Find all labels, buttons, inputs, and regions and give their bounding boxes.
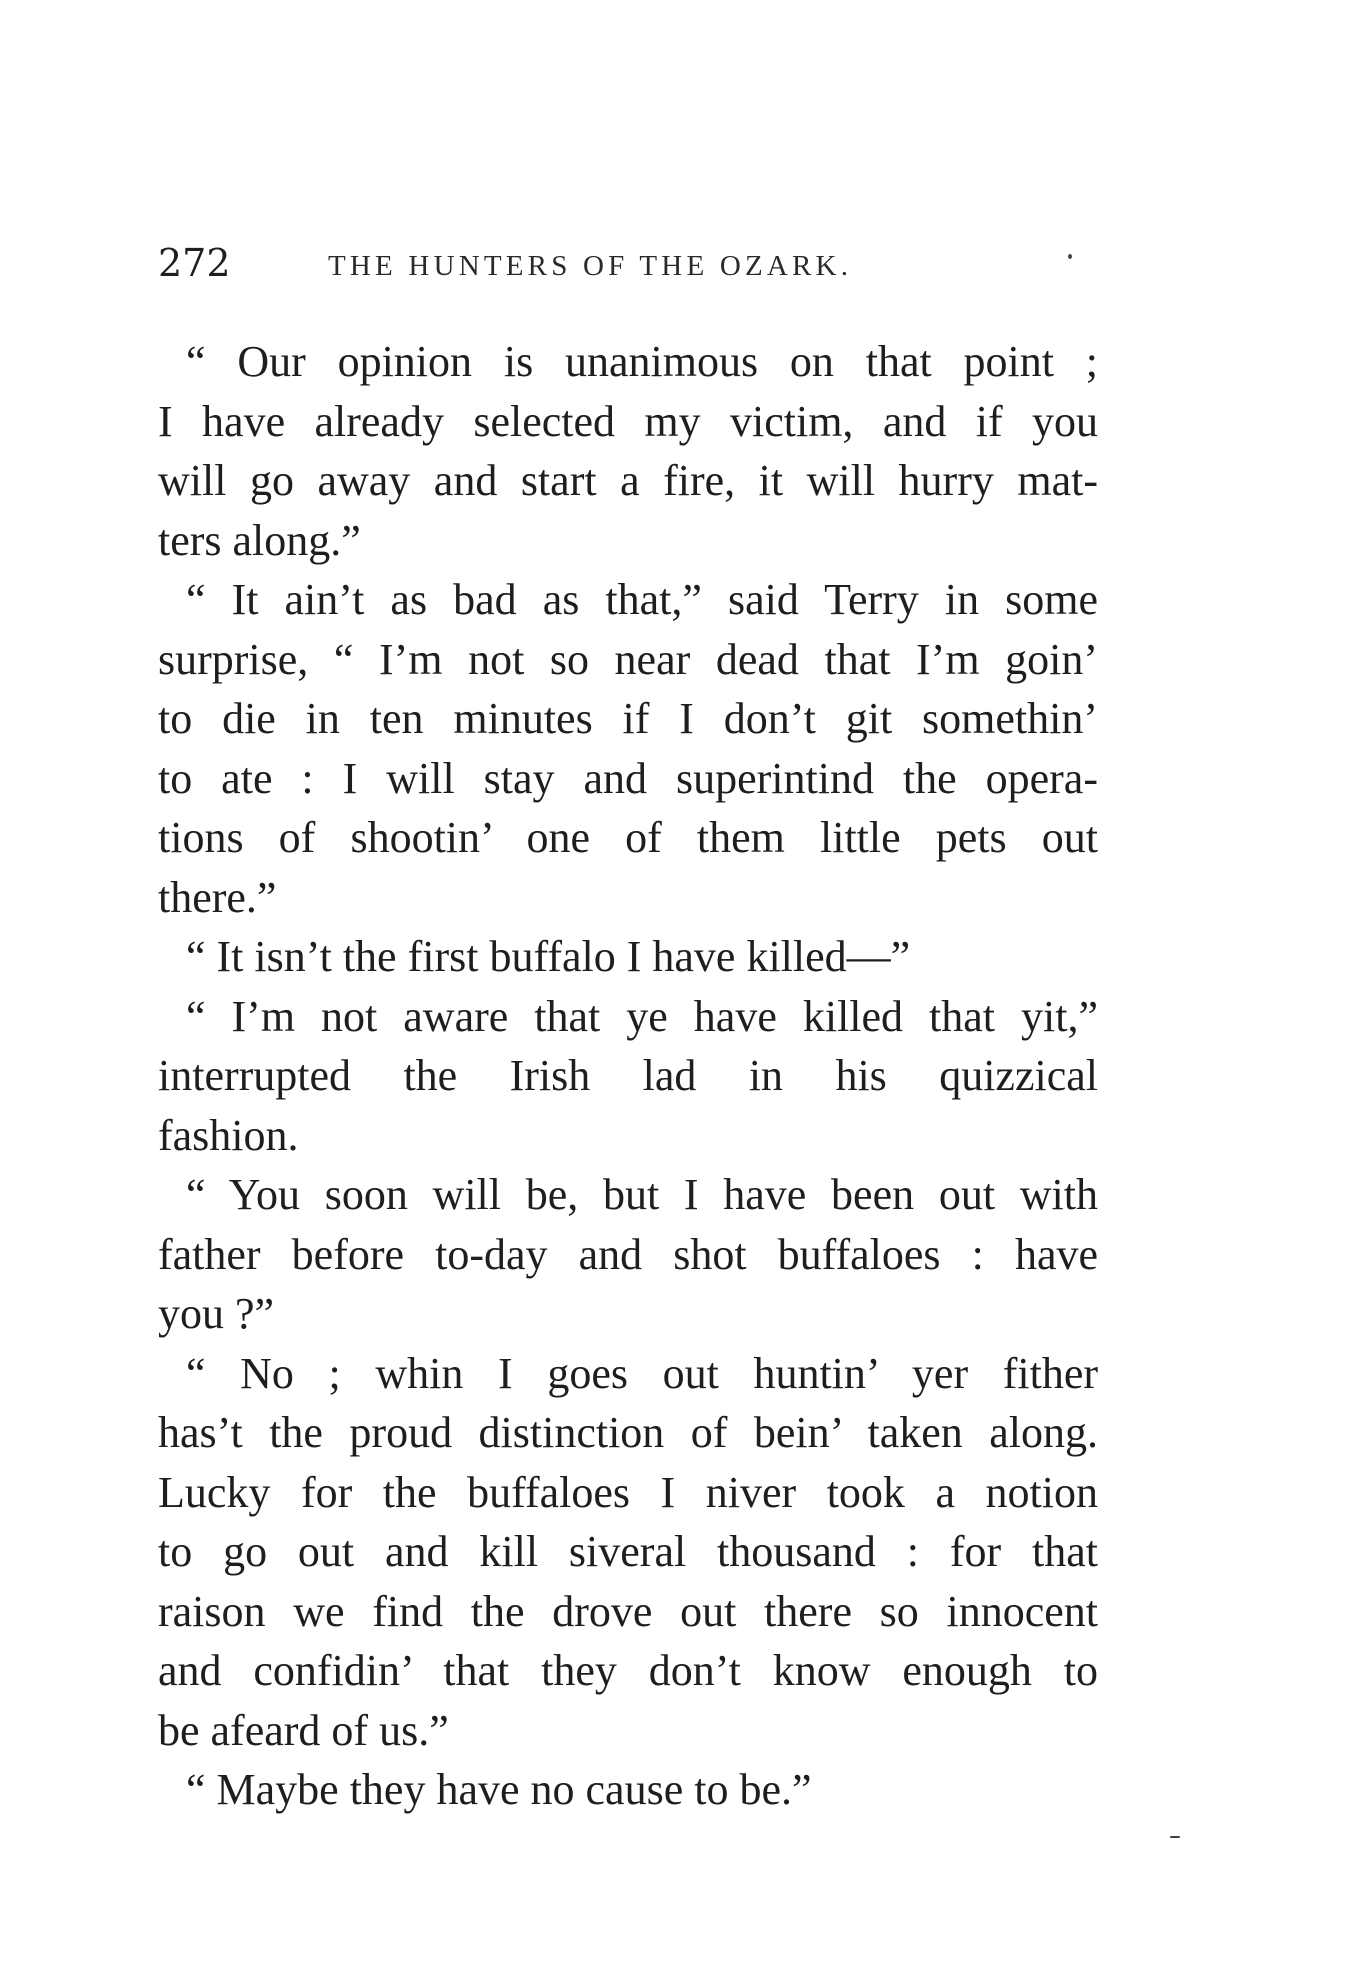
paragraph <box>158 1760 1098 1820</box>
text-line: “ You soon will be, but I have been out with <box>186 1170 1098 1219</box>
text-line: and confidin’ that they don’t know enough to <box>158 1646 1098 1695</box>
text-line: “ It ain’t as bad as that,” said Terry in some <box>186 575 1098 624</box>
paragraph <box>158 570 1098 927</box>
body-text <box>158 332 1098 1820</box>
text-line: interrupted the Irish lad in his quizzical <box>158 1051 1098 1100</box>
text-line: “ Maybe they have no cause to be.” <box>186 1765 812 1814</box>
running-title: THE HUNTERS OF THE OZARK. <box>328 250 853 282</box>
paragraph <box>158 927 1098 987</box>
text-line: to ate : I will stay and superintind the opera- <box>158 753 1098 803</box>
text-line: to go out and kill siveral thousand : for that <box>158 1527 1098 1576</box>
paragraph <box>158 1344 1098 1761</box>
text-line: to die in ten minutes if I don’t git somethin’ <box>158 694 1098 743</box>
text-line: ters along.” <box>158 515 361 565</box>
text-line: father before to-day and shot buffaloes : have <box>158 1229 1098 1279</box>
text-line: be afeard of us.” <box>158 1705 449 1755</box>
paragraph <box>158 987 1098 1166</box>
print-speck <box>1068 254 1072 259</box>
paragraph <box>158 332 1098 570</box>
text-line: “ I’m not aware that ye have killed that yit,” <box>186 991 1098 1041</box>
running-head <box>158 238 1098 288</box>
text-line: raison we find the drove out there so innocent <box>158 1586 1098 1636</box>
text-line: surprise, “ I’m not so near dead that I’m goin’ <box>158 634 1098 684</box>
text-line: will go away and start a fire, it will hurry mat- <box>158 456 1098 505</box>
text-line: I have already selected my victim, and if you <box>158 396 1098 446</box>
text-line: there.” <box>158 872 277 922</box>
text-line: “ No ; whin I goes out huntin’ yer fither <box>186 1348 1098 1398</box>
text-line: has’t the proud distinction of bein’ taken along. <box>158 1408 1098 1457</box>
text-line: “ Our opinion is unanimous on that point ; <box>186 337 1098 386</box>
paragraph <box>158 1165 1098 1344</box>
page-number: 272 <box>158 241 231 285</box>
text-line: “ It isn’t the first buffalo I have killed—” <box>186 932 911 981</box>
text-line: you ?” <box>158 1289 275 1338</box>
text-line: fashion. <box>158 1110 299 1160</box>
text-line: Lucky for the buffaloes I niver took a notion <box>158 1467 1098 1517</box>
text-line: tions of shootin’ one of them little pets out <box>158 813 1098 862</box>
print-speck <box>1170 1836 1180 1838</box>
